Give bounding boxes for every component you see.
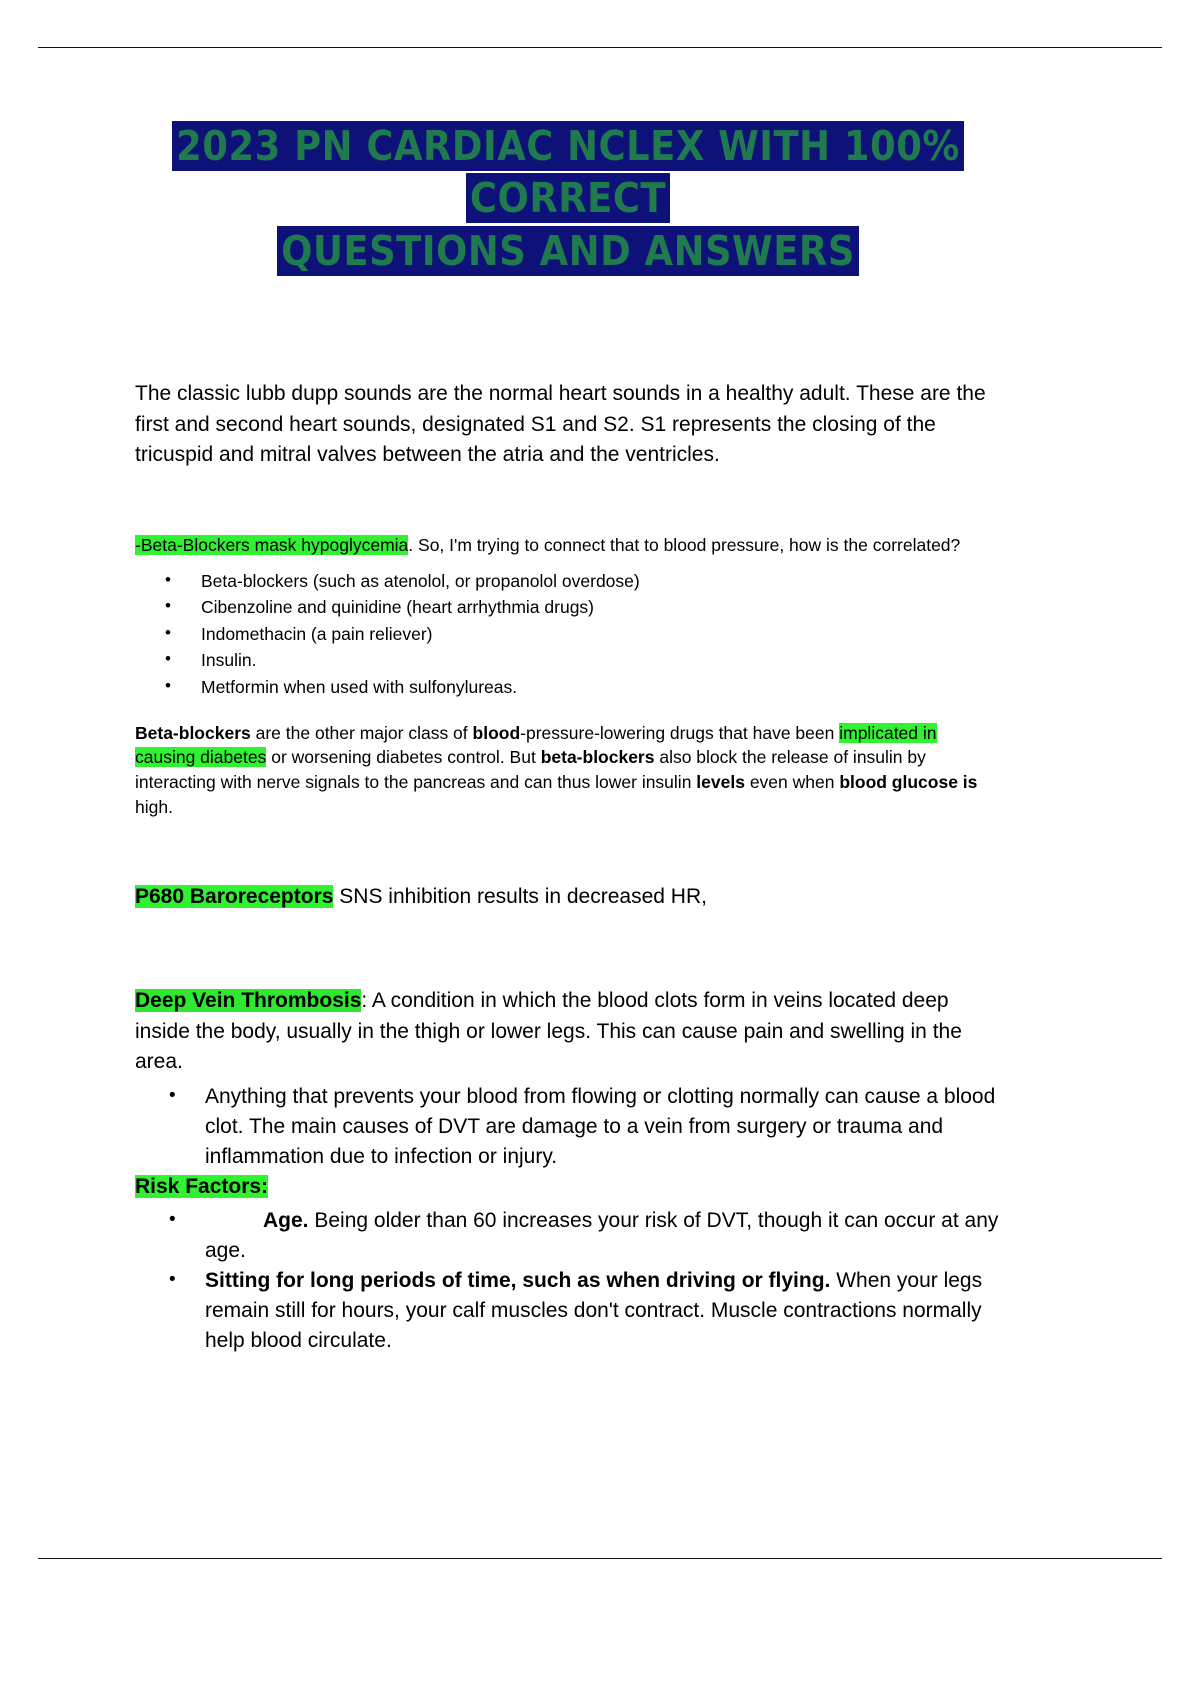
bb-seg1: Beta-blockers	[135, 722, 251, 743]
risk-item-bold: Sitting for long periods of time, such as when driving or flying.	[205, 1269, 831, 1293]
bb-seg10: even when	[744, 772, 840, 793]
bb-seg5-highlight: implicated in causing diabetes	[135, 722, 937, 768]
spacer	[135, 820, 1001, 882]
spacer	[135, 277, 1001, 339]
bb-seg7: beta-blockers	[540, 747, 655, 768]
risk-item-text: When your legs remain still for hours, your calf muscles don't contract. Muscle contractions normally help blood circulate.	[205, 1269, 983, 1353]
beta-blocker-question-rest: . So, I'm trying to connect that to blood pressure, how is the correlated?	[408, 534, 961, 555]
list-item	[197, 1206, 1001, 1266]
spacer	[135, 339, 1001, 379]
bb-seg4: -pressure-lowering drugs that have been	[520, 722, 840, 743]
page-title-line2: QUESTIONS AND ANSWERS	[277, 226, 859, 276]
spacer	[135, 974, 1001, 986]
bb-seg8: also block the release of insulin by interacting with nerve signals to the pancreas and can thus lower insulin	[135, 747, 926, 793]
list-item: • Insulin.	[193, 647, 1001, 674]
drug-list	[135, 568, 1001, 701]
spacer	[135, 701, 1001, 721]
beta-blocker-question	[135, 533, 1001, 558]
baroreceptors-highlight: P680 Baroreceptors	[135, 884, 334, 908]
bb-seg3: blood	[472, 722, 521, 743]
dvt-definition	[135, 986, 1001, 1077]
dvt-definition-text: : A condition in which the blood clots form in veins located deep inside the body, usually in the thigh or lower legs. This can cause pain and swelling in the area.	[135, 989, 962, 1074]
list-item: • Beta-blockers (such as atenolol, or propanolol overdose)	[193, 568, 1001, 595]
page-title	[135, 120, 1001, 277]
dvt-cause-list	[135, 1082, 1001, 1172]
dvt-term-highlight: Deep Vein Thrombosis	[135, 989, 362, 1013]
document-body	[135, 120, 1001, 1356]
bb-seg2: are the other major class of	[250, 722, 473, 743]
list-item: • Cibenzoline and quinidine (heart arrhythmia drugs)	[193, 594, 1001, 621]
beta-blocker-question-highlight: -Beta-Blockers mask hypoglycemia	[135, 534, 409, 555]
list-item: • Metformin when used with sulfonylureas.	[193, 674, 1001, 701]
risk-factors-heading	[135, 1172, 1001, 1202]
intro-paragraph: The classic lubb dupp sounds are the normal heart sounds in a healthy adult. These are the first and second heart sounds, designated S1 and S2. S1 represents the closing of the tricuspid and mitral valves between the atria and the ventricles.	[135, 382, 986, 467]
baroreceptors-line	[135, 882, 1001, 912]
footer-rule	[38, 1558, 1162, 1559]
risk-item-bold: Age.	[263, 1209, 309, 1233]
baroreceptors-rest: SNS inhibition results in decreased HR,	[333, 884, 707, 908]
spacer	[135, 912, 1001, 974]
list-item: • Indomethacin (a pain reliever)	[193, 621, 1001, 648]
risk-item-text: Being older than 60 increases your risk of DVT, though it can occur at any age.	[205, 1209, 999, 1263]
header-rule	[38, 47, 1162, 48]
bb-seg12: high.	[135, 797, 173, 818]
list-item	[197, 1266, 1001, 1356]
bb-seg9: levels	[696, 772, 745, 793]
beta-blocker-paragraph	[135, 721, 1001, 820]
bb-seg11: blood glucose is	[839, 772, 978, 793]
spacer	[135, 471, 1001, 533]
risk-factors-list	[135, 1206, 1001, 1356]
page-title-line1: 2023 PN CARDIAC NCLEX WITH 100% CORRECT	[172, 121, 964, 223]
risk-factors-heading-highlight: Risk Factors:	[135, 1174, 269, 1198]
list-item: • Anything that prevents your blood from flowing or clotting normally can cause a blood clot. The main causes of DVT are damage to a vein from surgery or trauma and inflammation due to infection or injury.	[197, 1082, 1001, 1172]
bb-seg6: or worsening diabetes control. But	[266, 747, 541, 768]
